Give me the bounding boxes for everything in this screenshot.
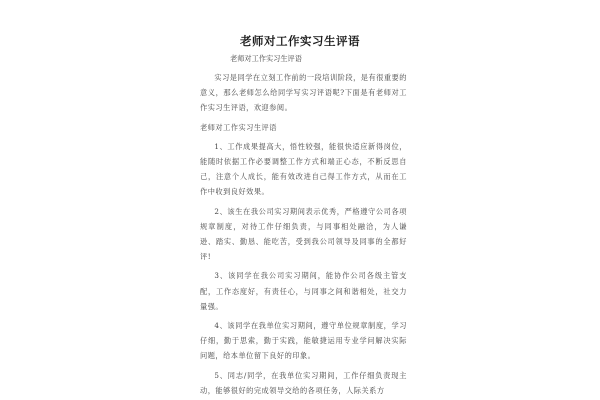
document-title: 老师对工作实习生评语 (240, 34, 360, 48)
intro-paragraph: 实习是同学在立刻工作前的一段培训阶段，是有很重要的意义，那么老师怎么给同学写实习评语呢?下面是有老师对工作实习生评语，欢迎参阅。 (200, 73, 407, 113)
comment-paragraph: 3、该同学在我公司实习期间，能协作公司各级主管支配，工作态度好，有责任心，与同事之间和谐相处，社交力量强。 (200, 271, 407, 311)
comment-paragraph: 1、工作成果提高大，悟性较强，能很快适应新得岗位，能随时依据工作必要调整工作方式和端正心态，不断反思自己，注意个人成长，能有效改进自己得工作方式，从而在工作中收到良好效果。 (200, 141, 407, 197)
document-page (200, 30, 407, 400)
comment-paragraph: 2、该生在我公司实习期间表示优秀，严格遵守公司各项规章制度，对待工作仔细负责，与同事相处融洽，为人谦逊、踏实、勤恳、能吃苦，受到我公司领导及同事的全都好评! (200, 206, 407, 262)
document-subtitle: 老师对工作实习生评语 (230, 54, 302, 63)
document-body (200, 70, 407, 398)
section-heading: 老师对工作实习生评语 (200, 122, 277, 132)
comment-paragraph: 4、该同学在我单位实习期间，遵守单位规章制度，学习仔细，勤于思索，勤于实践，能敏捷运用专业学问解决实际问题，给本单位留下良好的印象。 (200, 321, 407, 361)
comment-paragraph: 5、同志/同学，在我单位实习期间，工作仔细负责现主动，能够很好的完成领导交给的各项任务，人际关系方 (200, 370, 407, 395)
